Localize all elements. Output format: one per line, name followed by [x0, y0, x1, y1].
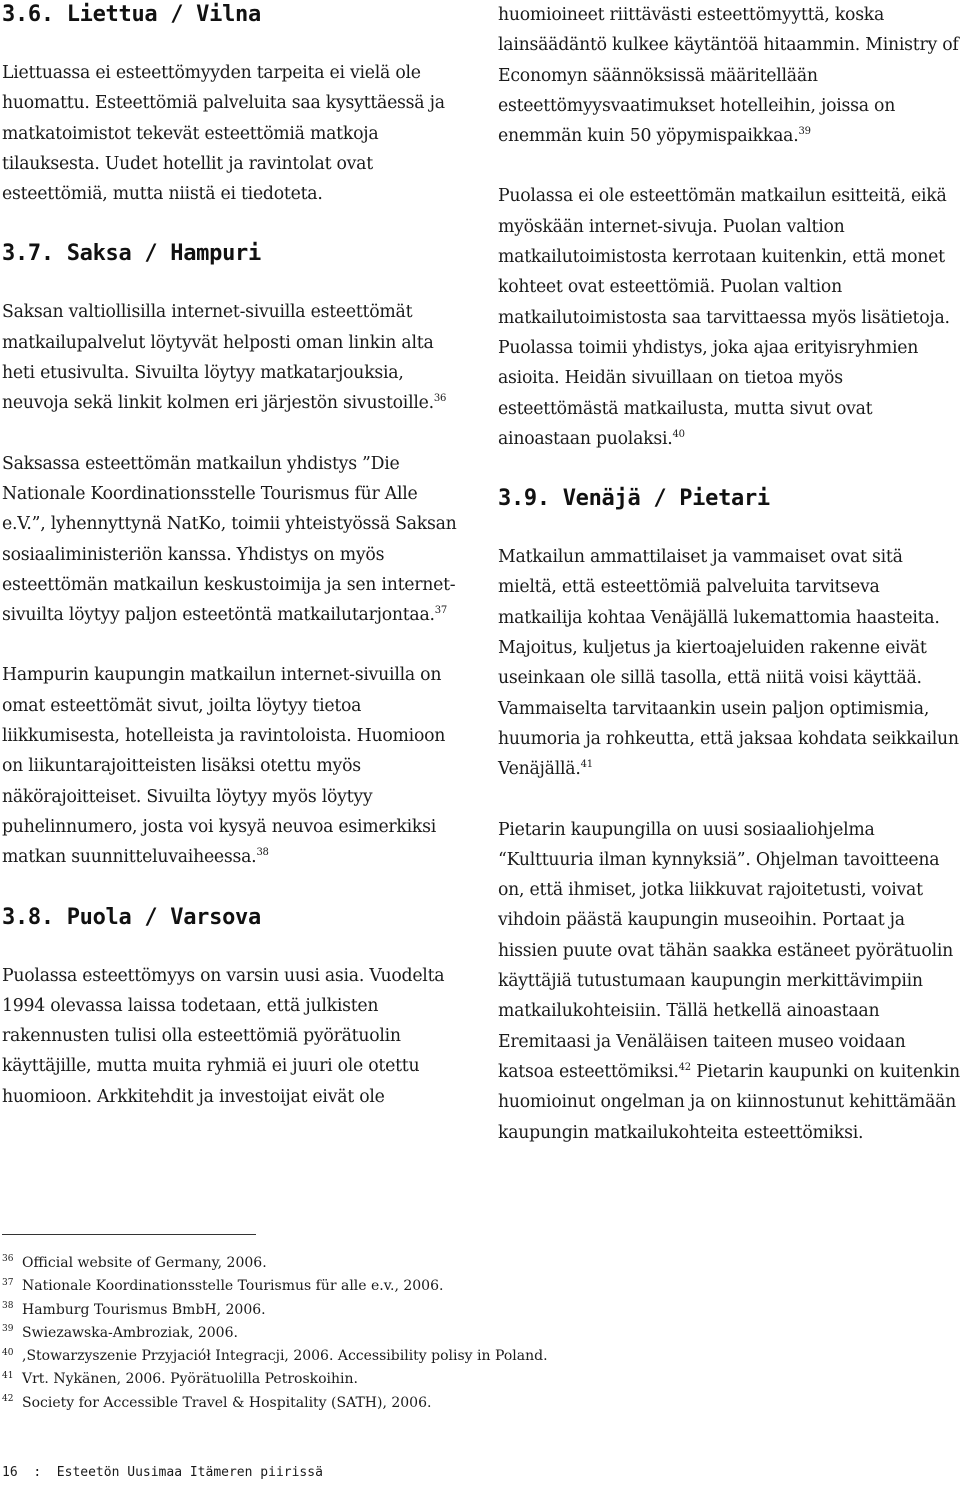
footnote-divider [2, 1234, 256, 1235]
paragraph-lithuania: Liettuassa ei esteettömyyden tarpeita ei vielä ole huomattu. Esteettömiä palveluita saa kysyttäessä ja matkatoimistot tekevät esteettömiä matkoja tilauksesta. Uudet hotellit ja ravintolat ovat esteettömiä, mutta niistä ei tiedoteta. [2, 63, 445, 205]
paragraph-poland-continued: huomioineet riittävästi esteettömyyttä, koska lainsäädäntö kulkee käytäntöä hitaammin. Ministry of Economyn säännöksissä määritellään esteettömyysvaatimukset hotelleihin, joissa on enemmän kuin 50 yöpymispaikkaa.$^{39}$ [498, 5, 959, 147]
paragraph-poland-2: Puolassa ei ole esteettömän matkailun esitteitä, eikä myöskään internet-sivuja. Puolan valtion matkailutoimistosta kerrotaan kuitenkin, että monet kohteet ovat esteettömiä. Puolan valtion matkailutoimistosta saa tarvittaessa myös lisätietoja. Puolassa toimii yhdistys, joka ajaa erityisryhmien asioita. Heidän sivuillaan on tietoa myös esteettömästä matkailusta, mutta sivut ovat ainoastaan puolaksi.$^{40}$ [498, 186, 950, 449]
footnote: 40 ,Stowarzyszenie Przyjaciół Integracji, 2006. Accessibility polisy in Poland. [2, 1347, 548, 1365]
footnote-text: Hamburg Tourismus BmbH, 2006. [22, 1301, 266, 1318]
footer-separator: : [33, 1465, 42, 1480]
paragraph-germany-2: Saksassa esteettömän matkailun yhdistys ”Die Nationale Koordinationsstelle Tourismus für Alle e.V.”, lyhennyttynä NatKo, toimii yhteistyössä Saksan sosiaaliministeriön kanssa. Yhdistys on myös esteettömän matkailun keskustoimija ja sen internet-sivuilta löytyy paljon esteetöntä matkailutarjontaa.$^{37}$ [2, 453, 457, 626]
page-number: 16 [2, 1465, 18, 1480]
footnotes [2, 1252, 902, 1415]
page-footer [2, 1464, 323, 1482]
paragraph-russia-1: Matkailun ammattilaiset ja vammaiset ovat sitä mieltä, että esteettömiä palveluita tarvitseva matkailija kohtaa Venäjällä lukemattomia haasteita. Majoitus, kuljetus ja kiertoajeluiden rakenne eivät useinkaan ole sillä tasolla, että niitä voisi käyttää. Vammaiselta tarvitaankin usein paljon optimismia, huumoria ja rohkeutta, että jaksaa kohdata seikkailun Venäjällä.$^{41}$ [498, 547, 959, 780]
footnote: 39 Swiezawska-Ambroziak, 2006. [2, 1324, 238, 1341]
paragraph-germany-1: Saksan valtiollisilla internet-sivuilla esteettömät matkailupalvelut löytyvät helposti oman linkin alta heti etusivulta. Sivuilta löytyy matkatarjouksia, neuvoja sekä linkit kolmen eri järjestön sivustoille.$^{36}$ [2, 302, 447, 414]
footnote: 38 Hamburg Tourismus BmbH, 2006. [2, 1300, 266, 1318]
footnote: 41 Vrt. Nykänen, 2006. Pyörätuolilla Petroskoihin. [2, 1370, 358, 1388]
footnote: 42 Society for Accessible Travel & Hospitality (SATH), 2006. [2, 1394, 432, 1411]
footnote-text: ,Stowarzyszenie Przyjaciół Integracji, 2006. Accessibility polisy in Poland. [22, 1348, 548, 1365]
left-column [2, 0, 464, 1142]
section-heading-germany: 3.7. Saksa / Hampuri [2, 241, 261, 267]
footnote-text: Nationale Koordinationsstelle Tourismus für alle e.v., 2006. [22, 1278, 444, 1295]
footnote-ref: 39 [798, 126, 811, 138]
section-heading-poland: 3.8. Puola / Varsova [2, 904, 261, 930]
footnote-ref: 41 [580, 759, 593, 771]
paragraph-poland-1: Puolassa esteettömyys on varsin uusi asia. Vuodelta 1994 olevassa laissa todetaan, että julkisten rakennusten tulisi olla esteettömiä pyörätuolin käyttäjille, mutta muita ryhmiä ei juuri ole otettu huomioon. Arkkitehdit ja investoijat eivät ole [2, 965, 445, 1107]
section-heading-lithuania: 3.6. Liettua / Vilna [2, 2, 261, 27]
footnote-text: Vrt. Nykänen, 2006. Pyörätuolilla Petroskoihin. [22, 1371, 358, 1388]
publication-title: Esteetön Uusimaa Itämeren piirissä [56, 1465, 323, 1480]
footnote-ref: 38 [256, 847, 269, 859]
section-heading-russia: 3.9. Venäjä / Pietari [498, 486, 770, 512]
footnote-text: Society for Accessible Travel & Hospitality (SATH), 2006. [22, 1394, 432, 1411]
right-column [498, 0, 960, 1178]
footnote: 37 Nationale Koordinationsstelle Tourismus für alle e.v., 2006. [2, 1277, 444, 1295]
footnote-text: Swiezawska-Ambroziak, 2006. [22, 1324, 238, 1341]
paragraph-russia-2: Pietarin kaupungilla on uusi sosiaaliohjelma “Kulttuuria ilman kynnyksiä”. Ohjelman tavoitteena on, että ihmiset, jotka liikkuvat rajoitetusti, voivat vihdoin päästä kaupungin museoihin. Portaat ja hissien puute ovat tähän saakka estäneet pyörätuolin käyttäjiä tutustumaan kaupungin merkittävimpiin matkailukohteisiin. Tällä hetkellä ainoastaan Eremitaasi ja Venäläisen taiteen museo voidaan katsoa esteettömiksi.$^{42}$ Pietarin kaupunki on kuitenkin huomioinut ongelman ja on kiinnostunut kehittämään kaupungin matkailukohteita esteettömiksi. [498, 819, 960, 1143]
footnote-ref: 40 [672, 429, 685, 441]
paragraph-germany-3: Hampurin kaupungin matkailun internet-sivuilla on omat esteettömät sivut, joilta löytyy tietoa liikkumisesta, hotelleista ja ravintoloista. Huomioon on liikuntarajoitteisten lisäksi otettu myös näkörajoitteiset. Sivuilta löytyy myös löytyy puhelinnumero, josta voi kysyä neuvoa esimerkiksi matkan suunnitteluvaiheessa.$^{38}$ [2, 665, 446, 868]
footnote: 36 Official website of Germany, 2006. [2, 1254, 267, 1271]
footnote-ref: 42 [678, 1062, 691, 1074]
footnote-ref: 36 [433, 393, 447, 405]
footnote-ref: 37 [434, 605, 448, 617]
footnote-text: Official website of Germany, 2006. [22, 1255, 267, 1271]
